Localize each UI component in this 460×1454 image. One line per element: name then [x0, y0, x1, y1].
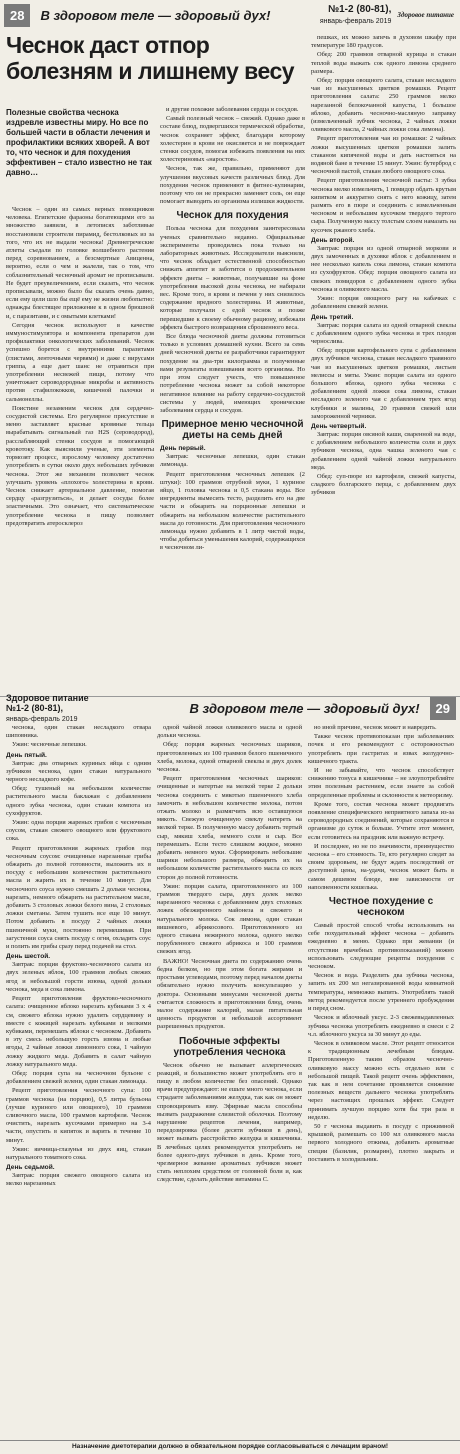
paragraph: Завтрак: порция фруктово-чесночного салата из двух зеленых яблок, 100 граммов любых свежих ягод и небольшой горсти изюма, одной дольки чеснока, меда и сока лимона. — [6, 961, 151, 993]
paragraph: Чеснок и яблочный уксус. 2-3 свежевыдавленных зубчика чеснока употреблять ежедневно в смеси с 2 ч.л. яблочного уксуса за 30 минут до еды. — [308, 1014, 454, 1038]
day-heading: День седьмой. — [6, 1164, 55, 1172]
newspaper-logo: Здоровое питание — [397, 11, 454, 19]
paragraph: И не забывайте, что чеснок способствует снижению тонуса в кишечнике – не злоупотребляйте этим полезным растением, если знаете за собой определенные проблемы и склонности к метеоризму. — [308, 767, 454, 799]
footer-note: Назначение диетотерапии должно в обязательном порядке согласовываться с лечащим врачом! — [0, 1440, 460, 1450]
paragraph: Обед: порция картофельного супа с добавлением двух зубчиков чеснока, стакан несладкого травяного чая из высушенных цветков ромашки, листьев мелиссы и мяты. Ужин: порция салата из одного большого яблока, одного зубка чеснока с добавлением одной ложки сока лимона, стакан несладкого зеленого чая с добавлением трех ягод клубники и малины, 20 граммов свежей или замороженной черники. — [311, 347, 456, 420]
paragraph: но иной причине, чеснок может и навредить. — [314, 724, 437, 731]
day-heading: День шестой. — [6, 953, 51, 961]
paragraph: Кроме того, состав чеснока может продвигать появление специфического неприятного запаха из-за сероводородных соединений, которые сохраняются в организме до суток и больше. Учтите этот момент, если готовитесь на праздник или важную встречу. — [308, 800, 454, 841]
paragraph: Чеснок в оливковом масле. Этот рецепт относится к традиционным лечебным блюдам. Приготовленную таким образом чесночно-оливковую массу можно есть отдельно или с небольшой пищей. Такой рецепт очень эффективен, так как в нем сочетание проявляется снижение полезных веществ дальнего чеснока употреблять через настоящих прошлых эффект. Следует принимать лучшую порцию хотя бы три раза в неделю. — [308, 1039, 454, 1121]
menu-heading: Примерное меню чесночной диеты на семь дней — [161, 419, 304, 442]
issue-info — [6, 693, 89, 725]
paragraph: Ужин: порция овощного рагу на кабачках с добавлением свежей зелени. — [311, 295, 456, 311]
paragraph: Завтрак: порция из одной отварной моркови и двух замоченных в духовке яблок с добавлением в нее несколько капель сока лимона, стакан компота из сухофруктов. Обед: порция овощного салата из свежих помидоров с добавлением одного зубка чеснока и оливкового масла. — [311, 244, 456, 293]
issue-date: январь-февраль 2019 — [319, 17, 392, 25]
paragraph: Сегодня чеснок используют в качестве иммуностимулятора и компонента препаратов для профилактики онкологических заболеваний. Чеснок успешно борется с внутренними паразитами (глистами, ленточными червями) и даже с вирусами гриппа, а еще дает шанс не отравиться при употреблении несвежей пищи, потому что уничтожает сероводородные микробы и активность против стафилококков, кишечной палочки и сальмонеллы. — [6, 321, 154, 403]
section-heading: Побочные эффекты употребления чеснока — [173, 1035, 286, 1058]
paragraph: Самый простой способ чтобы использовать на себе похудательный эффект чеснока – добавить ежедневно в меню. Однако при жевании (и отсутствии врачебных противопоказаний) можно использовать следующие рецепты похудения с чесноком. — [308, 922, 454, 971]
paragraph: И последнее, но не по значимости, преимущество чеснока – его стоимость. Те, кто регулярно следят за своим здоровьем, не будут ждать последствий от доступной цены, на-удачи, чеснок может быть в самом дешевом блюде, вне зависимости от наполненности кошелька. — [308, 842, 454, 891]
day-heading: День пятый. — [6, 751, 47, 759]
paragraph: чеснока, один стакан несладкого отвара шиповника. — [6, 724, 151, 740]
paragraph: Ужин: чесночные лепешки. — [12, 741, 87, 749]
paragraph: Польза чеснока для похудения заинтересовала ученых сравнительно недавно. Официальные эксперименты проводились пока только на лабораторных животных. Исследователи выяснили, что чеснок обладает естественной способностью снижать аппетит и заботится о продолжительном эффекте диеты – животные, получавшие на фоне употребления высокой дозы чеснока, не набирали вес. Кроме того, в крови и печени у них снизилось содержание вредного холестерина. И животные, которые получали с едой чеснок и позже перешедшие к своему обычному рациону, избежали эффекта быстрого возвращения сброшенного веса. — [160, 225, 305, 331]
article-lead: Полезные свойства чеснока издревле известны миру. Но все по большей части в области лечения и профилактики всяких хворей. А вот то, что чеснок и для похудения эффективен – стало известно не так давно… — [6, 108, 152, 177]
section-heading: Честное похудение с чесноком — [328, 896, 434, 919]
paragraph: Поистине незаменим чеснок для сердечно-сосудистой системы. Его регулярное присутствие в меню заставляет красные кровяные тельца вырабатывать сигнальный газ H2S (сероводород), расслабляющий стенки сосудов и помогающий кровотоку. Как выяснили ученые, эти элементы тормозят процесс, взрослому человеку достаточно употреблять в сутки около двух небольших зубчиков чеснока. Этот же механизм позволяет чеснок улучшать уровень «плохого» холестерина в крови. Чеснок снижает артериальное давление, помогая сердцу «разгрузиться», и делает сосуды более эластичными. Это означает, что систематическое употребление чеснока в пищу позволяет предотвратить атеросклероз — [6, 404, 154, 527]
paragraph: Завтрак: порция салата из одной отварной свеклы с добавлением одного зубка чеснока и трех плодов чернослива. — [311, 321, 456, 345]
paragraph: Рецепт приготовления чесночной пасты: 3 зубка чеснока мелко измельчить, 1 помидор обдать крутым кипятком и аккуратно снять с него кожицу, затем размять его в пюре и соединить с измельченным чесноком и небольшим кусочком твердого тертого сыра. Полученную массу толстым слоем намазать на кусочек ржаного хлеба. — [311, 177, 456, 234]
day-heading: День первый. — [160, 445, 206, 453]
paragraph: Обед: тушеный на небольшом количестве растительного масла баклажан с добавлением одного зубка чеснока, один стакан компота из сухофруктов. — [6, 785, 151, 817]
section-heading: Чеснок для похудения — [176, 210, 289, 222]
paragraph: Ужин: одна порция жареных грибов с чесночным соусом, стакан свежего овощного или фруктового сока. — [6, 819, 151, 843]
issue-number: №1-2 (80-81), — [6, 702, 64, 713]
article-title: Чеснок даст отпор болезням и лишнему весу — [6, 32, 295, 84]
lower-column-2 — [157, 724, 302, 1436]
issue-number: №1-2 (80-81), — [327, 3, 392, 15]
paragraph: и другие похожие заболевания сердца и сосудов. — [166, 106, 299, 113]
slogan: В здоровом теле — здоровый дух! — [189, 701, 420, 716]
paragraph: Завтрак: порция овсяной каши, сваренной на воде, с добавлением небольшого количества соли и двух зубчиков чеснока, одна чашка зеленого чая с добавлением одной чайной ложки натурального меда. — [311, 430, 456, 471]
paragraph: 50 г чеснока выдавить в посуду с прижимной крышкой, размешать со 100 мл оливкового масла первого холодного отжима, добавить ароматные специи (базилик, розмарин), плотно закрыть и поставить в холодильник. — [308, 1122, 454, 1163]
paragraph: Самый полезный чеснок – свежий. Однако даже в составе блюд, подвергшихся термической обработке, чеснок сохраняет эффект, благодаря которому холестерин в крови не окисляется и не повреждает стенки сосудов, помогая избежать появления на них холестериновых «наростов». — [160, 115, 305, 164]
paragraph: Рецепт приготовления фруктово-чесночного салата: очищенное яблоко нарезать кубиками 3 х 4 см, свежего яблока нужно удалить сердцевину и вместе с кожицей нарезать кубиками и мелкими кубиками, перемешать яблоки с чесноком. Добавить в эту смесь небольшую горсть изюма и любые ягоды, 2 чайные ложки лимонного сока, 1 чайную ложку жидкого меда. Добавить в салат чайную ложку натурального меда. — [6, 995, 151, 1068]
column-2 — [160, 106, 305, 692]
footer-logo: Здоровое питание — [6, 692, 89, 703]
page-number: 29 — [430, 697, 456, 720]
page-header — [0, 0, 460, 30]
paragraph: Рецепт приготовления чесночного супа: 100 граммов чеснока (на порцию), 0,5 литра бульона (лучше куриного или овощного), 10 граммов сливочного масла, 100 граммов картофеля. Чеснок очистить, нарезать кусочками примерно на 3-4 части, опустить в кипяток и варить в течение 10 минут. — [6, 1087, 151, 1144]
paragraph: Рецепт приготовления чесночных лепешек (2 штуки): 100 граммов отрубной муки, 1 куриное яйцо, 1 головка чеснока и 0,5 стакана воды. Все ингредиенты вымесить тесто, разделить его на две части и обжарить на порционные лепешки и обжарить на небольшом количестве растительного масла до готовности. Для приготовления чесночного лимонада нужно добавить в 1 литр чистой воды, чтобы добиться уменьшения калорий, содержащихся в чесночном ли- — [160, 470, 305, 552]
paragraph: Обед: порция жареных чесночных шариков, приготовленных из 100 граммов белого пшеничного хлеба, молока, одной отварной свеклы и двух долек чеснока. — [157, 741, 302, 774]
paragraph: Обед: порция супа на чесночном бульоне с добавлением свежей зелени, один стакан лимонада. — [6, 1069, 151, 1086]
paragraph: пешках, их можно запечь в духовом шкафу при температуре 180 градусов. — [311, 34, 456, 50]
paragraph: Также чеснок противопоказан при заболеваниях почек и его рекомендуют с осторожностью употреблять при гастритах и язвах желудочно-кишечного тракта. — [308, 733, 454, 765]
paragraph: Ужин: порция салата, приготовленного из 100 граммов твердого сыра, двух долек мелко нарезанного чеснока с добавлением двух столовых ложек обезжиренного майонеза и свежего и натурального молока. Сок лимона, один стакан вишневого, абрикосового. Приготовленного из одного стакана нежирного молока, одного мелко порубленного свежего абрикоса и 100 граммов свежих ягод. — [157, 882, 302, 956]
paragraph: Рецепт приготовления чесночных шариков: очищенные и натертые на мелкой терке 2 дольки чеснока соединить с мякотью пшеничного хлеба замочить в небольшом количестве молока, потом отжать молоко и размягчить всю оставшуюся мякоть. Свежую очищенную свеклу натереть на мелкой терке. В полученную массу добавить тертый сыр, мякиш хлеба, немного соли и сыр. Все перемешать. Если тесто слишком жидкое, можно добавить немного муки. Сформировать небольшие шарики небольшого размера, обжарить их на небольшом количестве растительного масла со всех сторон до полной готовности. — [157, 775, 302, 881]
paragraph: Чеснок – один из самых верных помощников человека. Египетские фараоны богатеющими его за множество заявили, в летописях заботливые восстановили строители пирамид, бестолковых из за того, что их не выдали чеснока! Древнегреческие атлеты съедали по головке волшебного растения перед соревнованием, а безсмертные Авиценна, вероятно, если о чем и жалели, так о том, что соблазнительный чесночный аромат не прописывали. Не будет преувеличением, если сказать, что чеснок прописывали, можно было бы сказать очень давно, если ему цели шло бы ещё ему не жизни любопытно: однажды блестящее приложение к в одном брюшной и, с паразитами, и с омытыми клетками! — [6, 206, 154, 320]
paragraph: Завтрак: чесночные лепешки, один стакан лимонада. — [160, 453, 305, 469]
column-1 — [6, 206, 154, 692]
paragraph: Рецепт приготовления чая из ромашки: 2 чайных ложки высушенных цветков ромашки залить стаканом кипяченой воды и дать настояться на водяной бане в течение 15 минут. Ужин: бутерброд с чесночной пастой, стакан любого овощного сока. — [311, 135, 456, 176]
paragraph: Ужин: яичница-глазунья из двух яиц, стакан натурального томатного сока. — [6, 1145, 151, 1161]
issue-info — [320, 4, 391, 27]
paragraph: Чеснок и вода. Разделить два зубчика чеснока, запить их 200 мл негазированной воды комнатной температуры, немножко выпить. Употреблять такой метод рекомендуется после утреннего пробуждения и перед сном. — [308, 972, 454, 1013]
slogan: В здоровом теле — здоровый дух! — [40, 7, 271, 23]
paragraph: одной чайной ложки оливкового масла и одной дольки чеснока. — [157, 724, 302, 740]
paragraph: Все блюда чесночной диеты должны готовиться только в условиях домашней кухни. Всего за семь дней чесночной диеты ее разработчики гарантируют похудение на два-три килограмма и полученные вами результаты взвешивания всего организма. Но при этом следует учесть, что повышенное потребление чеснока может за собой некоторое негативное влияние на работу сердечно-сосудистой системы у людей, имеющих хронические заболевания сердца и сосудов. — [160, 333, 305, 414]
page-number: 28 — [4, 4, 30, 27]
lower-column-1 — [6, 724, 151, 1436]
paragraph: Рецепт приготовления жареных грибов под чесночным соусом: очищенные нарезанные грибы обжарить до полной готовности, выложить их в посуду с небольшим количеством растительного масла и жарить их в течение 10 минут. Для чесночного соуса нужно смешать 2 дольки чеснока, нарезать, немного обжарить на растительном масле, добавить 3 столовых ложки белого вина, 2 столовых ложки сметаны. Затем тушить все еще 10 минут. Потом добавить в посуду 2 чайных ложки пшеничной муки, постоянно перемешивая. При загустении соуса снять посуду с огня, охладить соус и полить им грибы сразу перед подачей на стол. — [6, 844, 151, 951]
paragraph: Чеснок, так же, правильно, применяют для улучшения вкусовых качеств различных блюд. Для похудения чеснок применяют в фитнес-кулинарии, поэтому что он не прекрасно заменяет соль, он еще помогает выводить из организма излишки жидкости. — [160, 165, 305, 206]
day-heading: День третий. — [311, 313, 354, 321]
day-heading: День четвертый. — [311, 422, 367, 430]
paragraph: Обед: 200 граммов отварной курицы в стакан теплой воды выжать сок одного лимона среднего размера. — [311, 51, 456, 75]
paragraph: Обед: порция овощного салата, стакан несладкого чая из высушенных цветков ромашки. Рецепт приготовления салата: 250 граммов мелко нарезанной белокочанной капусты, 1 большое яблоко, добавить чесночно-масляную заправку (измельченный зубчик чеснока, 2 чайных ложки оливкового масла, 2 чайных ложки сока лимона). — [311, 77, 456, 134]
paragraph: Чеснок обычно не вызывает аллергических реакций, и большинство может употреблять его в пищу в любом количестве без опасений. Однако врачи предупреждают: не ешьте много чеснока, если страдаете заболеваниями желудка, так как он может спровоцировать язву. Эфирные масла способны вызвать раздражение слизистой оболочки. Поэтому нарушение рецептов лечения, например, передозировка (более десяти зубчиков в день), может вызвать расстройство желудка и кишечника. В лечебных целях рекомендуется употреблять не более одного-двух зубчиков в день. Кроме того, чрезмерное жевание ароматных зубчиков может стать неплохим средством от головной боли и, как следствие, сделать действие витамина С. — [157, 1061, 302, 1184]
paragraph: Обед: суп-пюре из картофеля, свежей капусты, сладкого болгарского перца, с добавлением двух зубчиков — [311, 472, 456, 497]
day-heading: День второй. — [311, 236, 355, 244]
paragraph: Завтрак: порция свежего овощного салата из мелко нарезанных — [6, 1172, 151, 1188]
lower-column-3 — [308, 724, 454, 1436]
paragraph: Завтрак: два отварных куриных яйца с одним зубчиком чеснока, один стакан натурального черного несладкого кофе. — [6, 759, 151, 784]
paragraph: ВАЖНО! Чесночная диета по содержанию очень бедна белком, но при этом богата жирами и простыми углеводами, поэтому перед началом диеты обязательно нужно получить консультацию у доктора. Основными минусами чесночной диеты считается сложность в приготовлении блюд, очень малое содержание калорий, малая питательная ценность продуктов и небольшой ассортимент разрешенных продуктов. — [157, 957, 302, 1031]
page-footer — [0, 692, 460, 723]
column-3 — [311, 34, 456, 692]
issue-date: январь-февраль 2019 — [6, 715, 78, 723]
